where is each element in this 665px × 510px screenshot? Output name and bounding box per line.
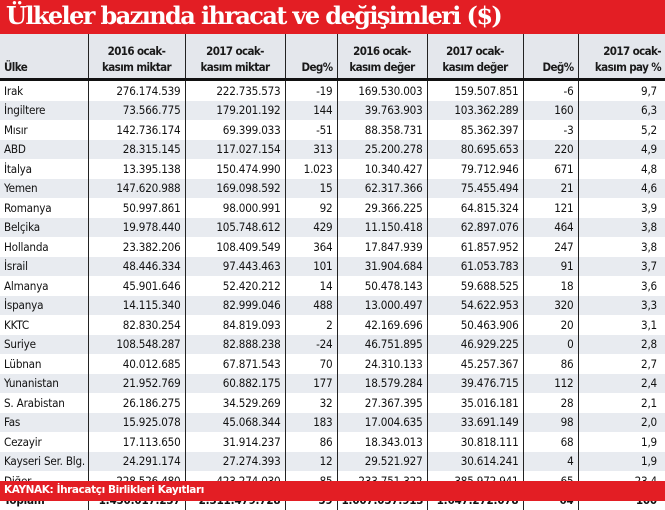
cell-country: Fas <box>0 413 88 433</box>
cell-value-change: 28 <box>523 393 578 413</box>
cell-value-change: 4 <box>523 452 578 472</box>
cell-2017-quantity: 82.999.046 <box>185 296 285 316</box>
cell-2016-quantity: 14.115.340 <box>88 296 185 316</box>
cell-country: Cezayir <box>0 432 88 452</box>
cell-quantity-change: -19 <box>285 80 337 101</box>
cell-country: ABD <box>0 140 88 160</box>
cell-value-change: 121 <box>523 198 578 218</box>
cell-2016-quantity: 48.446.334 <box>88 257 185 277</box>
cell-country: KKTC <box>0 315 88 335</box>
cell-quantity-change: 177 <box>285 374 337 394</box>
cell-2017-value: 85.362.397 <box>427 120 523 140</box>
cell-2017-share: 3,8 <box>578 218 665 238</box>
cell-2016-value: 31.904.684 <box>337 257 427 277</box>
cell-2016-quantity: 73.566.775 <box>88 101 185 121</box>
cell-2016-value: 50.478.143 <box>337 276 427 296</box>
cell-2017-quantity: 98.000.991 <box>185 198 285 218</box>
cell-2017-quantity: 52.420.212 <box>185 276 285 296</box>
cell-2016-quantity: 17.113.650 <box>88 432 185 452</box>
cell-quantity-change: 313 <box>285 140 337 160</box>
cell-2016-value: 88.358.731 <box>337 120 427 140</box>
cell-2017-quantity: 169.098.592 <box>185 179 285 199</box>
cell-2016-quantity: 13.395.138 <box>88 159 185 179</box>
cell-2017-quantity: 179.201.192 <box>185 101 285 121</box>
header-2017-share: 2017 ocak- kasım pay % <box>578 34 665 80</box>
table-row <box>0 101 665 121</box>
cell-2017-share: 2,7 <box>578 354 665 374</box>
cell-quantity-change: 183 <box>285 413 337 433</box>
cell-2017-quantity: 105.748.612 <box>185 218 285 238</box>
cell-quantity-change: -51 <box>285 120 337 140</box>
cell-2016-quantity: 108.548.287 <box>88 335 185 355</box>
cell-2017-share: 2,0 <box>578 413 665 433</box>
cell-quantity-change: 101 <box>285 257 337 277</box>
cell-2017-share: 6,3 <box>578 101 665 121</box>
cell-2017-quantity: 108.409.549 <box>185 237 285 257</box>
cell-2017-share: 3,1 <box>578 315 665 335</box>
cell-value-change: 86 <box>523 354 578 374</box>
cell-2017-share: 3,6 <box>578 276 665 296</box>
table-row <box>0 120 665 140</box>
cell-2017-quantity: 150.474.990 <box>185 159 285 179</box>
table-row <box>0 452 665 472</box>
cell-2016-value: 18.343.013 <box>337 432 427 452</box>
cell-2017-quantity: 82.888.238 <box>185 335 285 355</box>
cell-2016-quantity: 21.952.769 <box>88 374 185 394</box>
cell-2017-value: 35.016.181 <box>427 393 523 413</box>
header-row <box>0 34 665 80</box>
cell-2017-share: 4,9 <box>578 140 665 160</box>
cell-country: İsrail <box>0 257 88 277</box>
cell-2016-value: 29.521.927 <box>337 452 427 472</box>
cell-2017-share: 4,6 <box>578 179 665 199</box>
cell-2017-share: 1,9 <box>578 432 665 452</box>
table-row <box>0 80 665 101</box>
cell-2017-value: 80.695.653 <box>427 140 523 160</box>
cell-2016-value: 46.751.895 <box>337 335 427 355</box>
cell-quantity-change: 92 <box>285 198 337 218</box>
cell-country: İtalya <box>0 159 88 179</box>
table-row <box>0 374 665 394</box>
cell-2017-value: 79.712.946 <box>427 159 523 179</box>
cell-2016-value: 42.169.696 <box>337 315 427 335</box>
cell-quantity-change: 488 <box>285 296 337 316</box>
cell-2016-value: 17.004.635 <box>337 413 427 433</box>
cell-2016-value: 24.310.133 <box>337 354 427 374</box>
cell-2016-quantity: 28.315.145 <box>88 140 185 160</box>
cell-2016-quantity: 276.174.539 <box>88 80 185 101</box>
cell-quantity-change: 2 <box>285 315 337 335</box>
cell-value-change: 112 <box>523 374 578 394</box>
table-row <box>0 393 665 413</box>
cell-2016-value: 11.150.418 <box>337 218 427 238</box>
cell-value-change: -6 <box>523 80 578 101</box>
cell-2016-value: 10.340.427 <box>337 159 427 179</box>
table-row <box>0 335 665 355</box>
cell-value-change: 91 <box>523 257 578 277</box>
page-title: Ülkeler bazında ihracat ve değişimleri ($) <box>6 1 501 30</box>
table-row <box>0 276 665 296</box>
cell-2017-value: 33.691.149 <box>427 413 523 433</box>
cell-quantity-change: -24 <box>285 335 337 355</box>
cell-country: Romanya <box>0 198 88 218</box>
header-quantity-change: Deg% <box>285 34 337 80</box>
cell-value-change: 68 <box>523 432 578 452</box>
cell-value-change: 21 <box>523 179 578 199</box>
cell-quantity-change: 144 <box>285 101 337 121</box>
cell-country: Yunanistan <box>0 374 88 394</box>
cell-2016-quantity: 19.978.440 <box>88 218 185 238</box>
cell-value-change: 464 <box>523 218 578 238</box>
title-banner <box>0 0 665 34</box>
cell-2017-value: 64.815.324 <box>427 198 523 218</box>
cell-value-change: 320 <box>523 296 578 316</box>
cell-2016-quantity: 26.186.275 <box>88 393 185 413</box>
cell-2017-share: 1,9 <box>578 452 665 472</box>
cell-2016-value: 39.763.903 <box>337 101 427 121</box>
cell-country: Almanya <box>0 276 88 296</box>
cell-quantity-change: 70 <box>285 354 337 374</box>
cell-value-change: 247 <box>523 237 578 257</box>
cell-country: Mısır <box>0 120 88 140</box>
cell-2017-value: 30.818.111 <box>427 432 523 452</box>
cell-2017-value: 59.688.525 <box>427 276 523 296</box>
cell-2017-share: 3,3 <box>578 296 665 316</box>
cell-quantity-change: 12 <box>285 452 337 472</box>
cell-2017-share: 3,9 <box>578 198 665 218</box>
cell-2016-value: 169.530.003 <box>337 80 427 101</box>
cell-2016-value: 62.317.366 <box>337 179 427 199</box>
cell-2016-quantity: 45.901.646 <box>88 276 185 296</box>
cell-2017-value: 159.507.851 <box>427 80 523 101</box>
cell-value-change: 18 <box>523 276 578 296</box>
export-table <box>0 34 665 510</box>
cell-quantity-change: 15 <box>285 179 337 199</box>
cell-country: Lübnan <box>0 354 88 374</box>
cell-2017-share: 2,1 <box>578 393 665 413</box>
table-row <box>0 354 665 374</box>
cell-2017-value: 61.857.952 <box>427 237 523 257</box>
table-row <box>0 159 665 179</box>
cell-country: Belçika <box>0 218 88 238</box>
cell-2017-share: 9,7 <box>578 80 665 101</box>
table-row <box>0 198 665 218</box>
cell-2017-quantity: 31.914.237 <box>185 432 285 452</box>
cell-2016-quantity: 147.620.988 <box>88 179 185 199</box>
header-2017-value: 2017 ocak- kasım değer <box>427 34 523 80</box>
cell-2017-value: 45.257.367 <box>427 354 523 374</box>
cell-2016-value: 17.847.939 <box>337 237 427 257</box>
cell-quantity-change: 429 <box>285 218 337 238</box>
cell-2017-value: 61.053.783 <box>427 257 523 277</box>
table-row <box>0 296 665 316</box>
cell-2017-quantity: 34.529.269 <box>185 393 285 413</box>
cell-value-change: 20 <box>523 315 578 335</box>
table-row <box>0 140 665 160</box>
table-row <box>0 315 665 335</box>
cell-2017-quantity: 97.443.463 <box>185 257 285 277</box>
cell-country: İngiltere <box>0 101 88 121</box>
cell-quantity-change: 14 <box>285 276 337 296</box>
cell-2017-quantity: 27.274.393 <box>185 452 285 472</box>
cell-country: Yemen <box>0 179 88 199</box>
cell-2016-value: 27.367.395 <box>337 393 427 413</box>
source-banner <box>0 481 665 501</box>
table-row <box>0 257 665 277</box>
cell-2017-value: 75.455.494 <box>427 179 523 199</box>
cell-2017-quantity: 117.027.154 <box>185 140 285 160</box>
header-2017-quantity: 2017 ocak- kasım miktar <box>185 34 285 80</box>
cell-2017-quantity: 67.871.543 <box>185 354 285 374</box>
cell-2017-value: 54.622.953 <box>427 296 523 316</box>
cell-country: Kayseri Ser. Blg. <box>0 452 88 472</box>
cell-2017-value: 50.463.906 <box>427 315 523 335</box>
cell-2017-share: 2,8 <box>578 335 665 355</box>
cell-2017-share: 2,4 <box>578 374 665 394</box>
cell-2017-quantity: 222.735.573 <box>185 80 285 101</box>
cell-2017-quantity: 45.068.344 <box>185 413 285 433</box>
cell-2016-quantity: 24.291.174 <box>88 452 185 472</box>
table-row <box>0 218 665 238</box>
cell-2017-share: 4,8 <box>578 159 665 179</box>
cell-value-change: 0 <box>523 335 578 355</box>
table-row <box>0 432 665 452</box>
cell-quantity-change: 1.023 <box>285 159 337 179</box>
cell-2017-quantity: 69.399.033 <box>185 120 285 140</box>
cell-2016-quantity: 142.736.174 <box>88 120 185 140</box>
cell-country: İspanya <box>0 296 88 316</box>
cell-2017-value: 103.362.289 <box>427 101 523 121</box>
cell-2016-quantity: 40.012.685 <box>88 354 185 374</box>
cell-value-change: 160 <box>523 101 578 121</box>
table-row <box>0 413 665 433</box>
cell-value-change: 98 <box>523 413 578 433</box>
header-2016-value: 2016 ocak- kasım değer <box>337 34 427 80</box>
table-row <box>0 179 665 199</box>
cell-country: Suriye <box>0 335 88 355</box>
cell-2017-share: 3,8 <box>578 237 665 257</box>
cell-quantity-change: 86 <box>285 432 337 452</box>
cell-2017-value: 46.929.225 <box>427 335 523 355</box>
cell-2017-value: 30.614.241 <box>427 452 523 472</box>
table-row <box>0 237 665 257</box>
cell-2016-value: 18.579.284 <box>337 374 427 394</box>
cell-quantity-change: 32 <box>285 393 337 413</box>
header-2016-quantity: 2016 ocak- kasım miktar <box>88 34 185 80</box>
cell-2017-value: 62.897.076 <box>427 218 523 238</box>
cell-2017-value: 39.476.715 <box>427 374 523 394</box>
cell-2016-quantity: 23.382.206 <box>88 237 185 257</box>
cell-quantity-change: 364 <box>285 237 337 257</box>
cell-country: S. Arabistan <box>0 393 88 413</box>
header-value-change: Değ% <box>523 34 578 80</box>
cell-value-change: 671 <box>523 159 578 179</box>
cell-2017-share: 5,2 <box>578 120 665 140</box>
cell-value-change: -3 <box>523 120 578 140</box>
header-country: Ülke <box>0 34 88 80</box>
cell-2017-quantity: 60.882.175 <box>185 374 285 394</box>
cell-2016-quantity: 82.830.254 <box>88 315 185 335</box>
cell-2016-value: 25.200.278 <box>337 140 427 160</box>
cell-country: Irak <box>0 80 88 101</box>
cell-value-change: 220 <box>523 140 578 160</box>
source-text: KAYNAK: İhracatçı Birlikleri Kayıtları <box>4 484 204 496</box>
cell-2017-share: 3,7 <box>578 257 665 277</box>
cell-2017-quantity: 84.819.093 <box>185 315 285 335</box>
cell-2016-quantity: 50.997.861 <box>88 198 185 218</box>
cell-2016-value: 29.366.225 <box>337 198 427 218</box>
cell-2016-quantity: 15.925.078 <box>88 413 185 433</box>
cell-2016-value: 13.000.497 <box>337 296 427 316</box>
cell-country: Hollanda <box>0 237 88 257</box>
